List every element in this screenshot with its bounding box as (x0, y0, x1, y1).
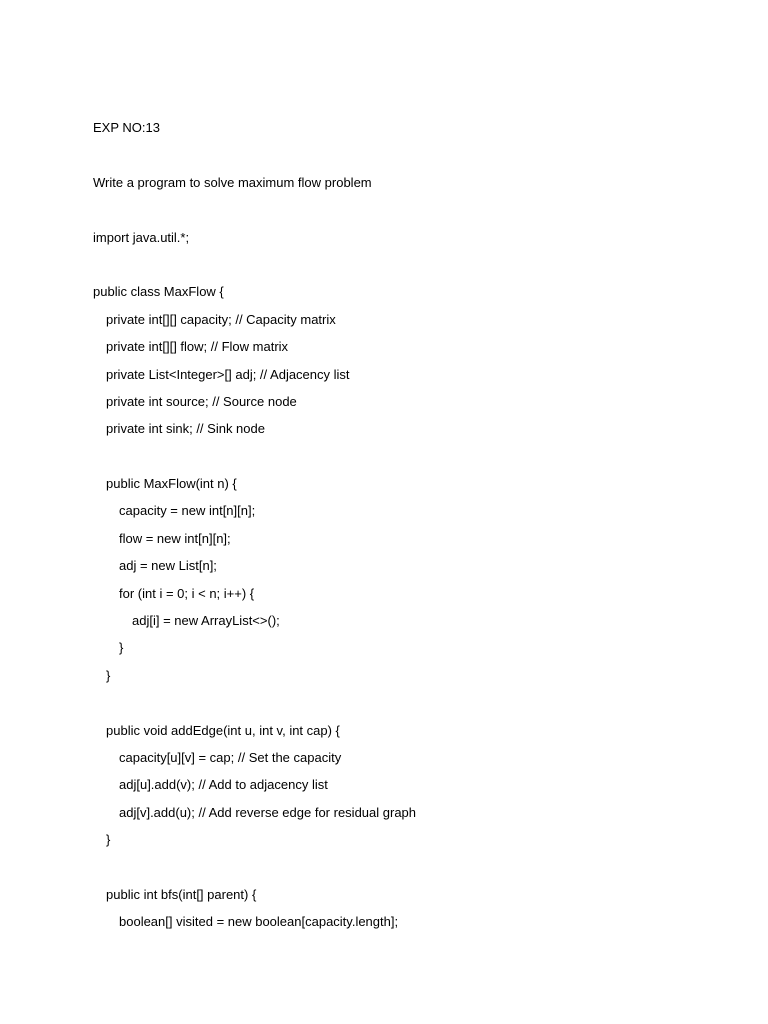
heading-exp-no: EXP NO:13 (93, 120, 160, 135)
document-body (93, 114, 733, 936)
code-line: adj = new List[n]; (119, 558, 217, 574)
blank-line (93, 196, 733, 223)
code-line: import java.util.*; (93, 229, 190, 245)
code-line: for (int i = 0; i < n; i++) { (119, 585, 255, 601)
code-line: capacity = new int[n][n]; (119, 503, 256, 519)
code-line: capacity[u][v] = cap; // Set the capacity (119, 749, 342, 765)
blank-line (93, 689, 733, 716)
code-line: adj[u].add(v); // Add to adjacency list (119, 777, 328, 793)
code-line: public int bfs(int[] parent) { (106, 886, 257, 902)
code-line: private List<Integer>[] adj; // Adjacency list (106, 366, 350, 382)
code-line: } (119, 640, 124, 656)
code-line: public MaxFlow(int n) { (106, 476, 237, 492)
code-line: boolean[] visited = new boolean[capacity.length]; (119, 914, 399, 930)
code-line: private int[][] flow; // Flow matrix (106, 339, 289, 355)
problem-statement: Write a program to solve maximum flow problem (93, 174, 372, 190)
code-line: adj[v].add(u); // Add reverse edge for residual graph (119, 804, 417, 820)
code-line: flow = new int[n][n]; (119, 530, 231, 546)
blank-line (93, 854, 733, 881)
code-line: public void addEdge(int u, int v, int cap) { (106, 722, 340, 738)
blank-line (93, 443, 733, 470)
code-line: adj[i] = new ArrayList<>(); (132, 613, 280, 629)
code-line: private int source; // Source node (106, 393, 297, 409)
code-line: private int[][] capacity; // Capacity matrix (106, 311, 336, 327)
code-line: } (106, 832, 111, 848)
code-line: private int sink; // Sink node (106, 421, 265, 437)
blank-line (93, 141, 733, 168)
blank-line (93, 251, 733, 278)
code-line: public class MaxFlow { (93, 284, 224, 300)
code-line: } (106, 667, 111, 683)
